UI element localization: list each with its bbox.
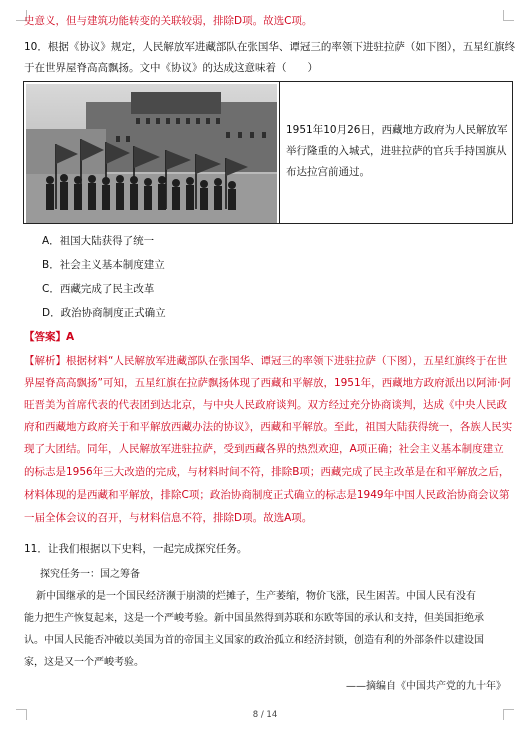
analysis-line: 材料体现的是西藏和平解放，排除C项；政治协商制度正式确立的标志是1949年中国人民政治协商会议第 (24, 489, 510, 501)
analysis-line: 的标志是1956年三大改造的完成，与材料时间不符，排除B项；西藏完成了民主改革是在和平解放之后， (24, 466, 510, 478)
material-table (23, 81, 513, 224)
answer-label: 【答案】 (24, 331, 66, 343)
task-heading: 探究任务一：国之筹备 (40, 569, 140, 580)
question-11-stem: 11．让我们根据以下史料，一起完成探究任务。 (24, 543, 248, 555)
quote-line: 家，这是又一个严峻考验。 (24, 657, 144, 668)
analysis-line: 府和西藏地方政府关于和平解放西藏办法的协议》，西藏和平解放。至此，祖国大陆获得统一，各族人民实 (24, 421, 513, 433)
option-b: B．社会主义基本制度建立 (42, 259, 165, 271)
option-a: A．祖国大陆获得了统一 (42, 235, 155, 247)
quote-line: 新中国继承的是一个国民经济濒于崩溃的烂摊子，生产萎缩，物价飞涨，民生困苦。中国人民有没有 (36, 591, 476, 602)
question-10-stem-line-1: 10．根据《协议》规定，人民解放军进藏部队在张国华、谭冠三的率领下进驻拉萨（如下图），五星红旗终 (24, 41, 516, 53)
photo-illustration (26, 84, 277, 223)
question-10-stem-line-2: 于在世界屋脊高高飘扬。文中《协议》的达成这意味着（ ） (24, 62, 318, 74)
answer-value: A (66, 331, 75, 343)
quote-source: ——摘编自《中国共产党的九十年》 (346, 681, 506, 692)
analysis-line: 现了大团结。同年，人民解放军进驻拉萨，受到西藏各界的热烈欢迎，A项正确；社会主义基本制度建立 (24, 443, 504, 455)
photo-caption: 1951年10月26日，西藏地方政府为人民解放军举行隆重的入城式，进驻拉萨的官兵手持国旗从布达拉宫前通过。 (286, 124, 508, 178)
analysis-line: 界屋脊高高飘扬”可知，五星红旗在拉萨飘扬体现了西藏和平解放，1951年，西藏地方政府派出以阿沛·阿 (24, 377, 511, 389)
analysis-line: 一届全体会议的召开，与材料信息不符，排除D项。故选A项。 (24, 512, 313, 524)
quote-line: 能力把生产恢复起来，这是一个严峻考验。新中国虽然得到苏联和东欧等国的承认和支持，但美国拒绝承 (24, 613, 484, 624)
option-c: C．西藏完成了民主改革 (42, 283, 155, 295)
page-number: 8 / 14 (252, 710, 278, 720)
quote-line: 认。中国人民能否冲破以美国为首的帝国主义国家的政治孤立和经济封锁，创造有利的外部条件以建设国 (24, 635, 484, 646)
analysis-line: 旺晋美为首席代表的代表团到达北京，与中央人民政府谈判。双方经过充分协商谈判，达成《中央人民政 (24, 399, 507, 411)
analysis-line: 【解析】根据材料“人民解放军进藏部队在张国华、谭冠三的率领下进驻拉萨（下图），五星红旗终于在世 (24, 355, 508, 367)
table-divider (279, 82, 280, 223)
tibet-entry-photo (26, 84, 277, 223)
answer-line (24, 330, 514, 344)
option-d: D．政治协商制度正式确立 (42, 307, 166, 319)
previous-analysis-tail: 史意义，但与建筑功能转变的关联较弱，排除D项。故选C项。 (24, 15, 313, 27)
